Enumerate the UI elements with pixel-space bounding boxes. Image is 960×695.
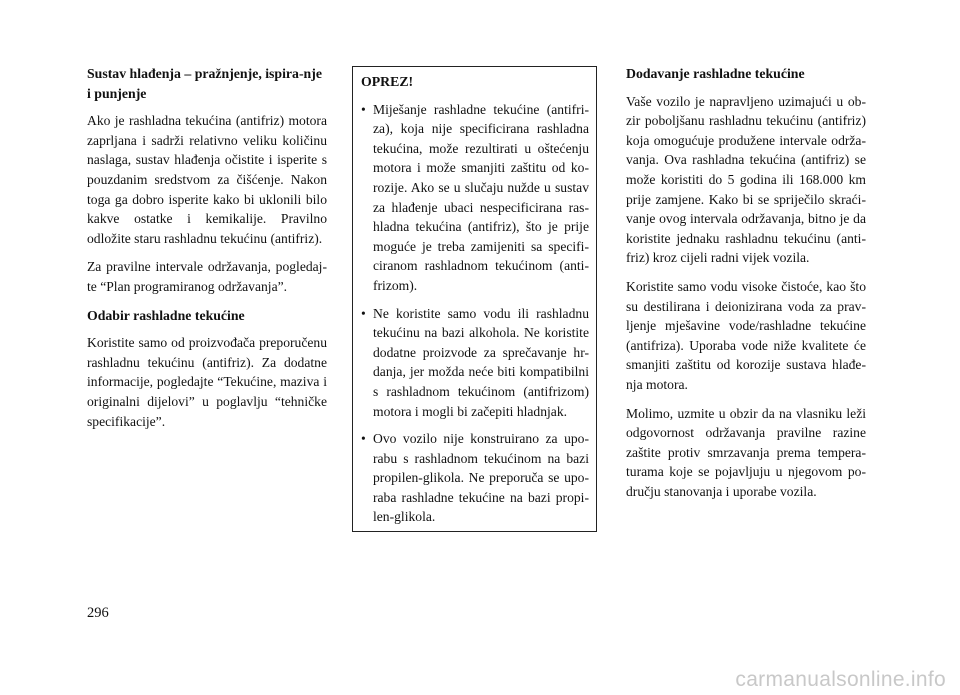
- coolant-selection-paragraph: Koristite samo od proizvođača preporučenu rashladnu tekućinu (antifriz). Za dodatne informacije, pogledajte “Tekućine, maziva i originalni dijelovi” u poglavlju “tehničke specifikacije”.: [87, 335, 327, 429]
- caution-item-text: Ovo vozilo nije konstruirano za upo-rabu s rashladnom tekućinom na bazi propilen-glikola. Ne preporuča se upo-raba rashladne tekućine na bazi propi-len-glikola.: [373, 431, 589, 525]
- page-number: 296: [87, 605, 109, 621]
- section-heading-flush: Sustav hlađenja – pražnjenje, ispira-nje i punjenje: [87, 66, 322, 101]
- bullet-icon: •: [361, 101, 366, 117]
- bullet-icon: •: [361, 305, 366, 321]
- water-quality-paragraph: Koristite samo vodu visoke čistoće, kao što su destilirana i deionizirana voda za prav-ljenje mješavine vode/rashladne tekućine (antifriza). Uporaba vode niže kvalitete će smanjiti zaštitu od korozije sustava hlađe-nja motora.: [626, 278, 866, 392]
- left-column: [87, 64, 327, 440]
- right-column: [626, 64, 866, 510]
- caution-item-text: Miješanje rashladne tekućine (antifri-za), koja nije specificirana rashladna tekućina, može rezultirati u oštećenju motora i može smanjiti zaštitu od ko-rozije. Ako se u slučaju nužde u sustav za hlađenje ubaci nespecificirana ras-hladna tekućina (antifriz), što je prije moguće je treba zamijeniti sa specifi-ciranom rashladnom tekućinom (anti-frizom).: [373, 101, 589, 293]
- coolant-info-paragraph: Vaše vozilo je napravljeno uzimajući u ob-zir poboljšanu rashladnu tekućinu (antifriz) koja omogućuje produžene intervale održa-vanja. Ova rashladna tekućina (antifriz) se može koristiti do 5 godina ili 168.000 km prije zamjene. Kako bi se spriječilo skraći-vanje ovog intervala održavanja, bitno je da koristite jednaku rashladnu tekućinu (anti-friz) kroz cijeli radni vijek vozila.: [626, 93, 866, 266]
- caution-item: [361, 429, 589, 527]
- caution-list: [361, 100, 589, 527]
- owner-responsibility-paragraph: Molimo, uzmite u obzir da na vlasniku leži odgovornost održavanja pravilne razine zaštite protiv smrzavanja prema tempera-turama koje se pojavljuju u njegovom po-dručju stanovanja i uporabe vozila.: [626, 405, 866, 499]
- caution-item-text: Ne koristite samo vodu ili rashladnu tekućinu na bazi alkohola. Ne koristite dodatne proizvode za sprečavanje hr-danja, jer možda neće biti kompatibilni s rashladnom tekućinom (antifrizom) motora i mogli bi začepiti hladnjak.: [373, 305, 589, 419]
- caution-title: OPREZ!: [361, 74, 414, 89]
- section-heading-adding-coolant: Dodavanje rashladne tekućine: [626, 66, 805, 81]
- maintenance-interval-paragraph: Za pravilne intervale održavanja, pogledaj-te “Plan programiranog održavanja”.: [87, 259, 327, 294]
- section-heading-coolant-selection: Odabir rashladne tekućine: [87, 307, 245, 323]
- flush-paragraph: Ako je rashladna tekućina (antifriz) motora zaprljana i sadrži relativno veliku količinu naslaga, sustav hlađenja očistite i isperite s pouzdanim sredstvom za čišćenje. Nakon toga ga dobro isperite kako bi uklonili bilo kakve ostatke i kemikalije. Pravilno odložite staru rashladnu tekućinu (antifriz).: [87, 113, 327, 246]
- caution-item: [361, 304, 589, 422]
- caution-box: [352, 66, 597, 532]
- watermark: carmanualsonline.info: [735, 668, 946, 691]
- caution-item: [361, 100, 589, 296]
- bullet-icon: •: [361, 431, 366, 447]
